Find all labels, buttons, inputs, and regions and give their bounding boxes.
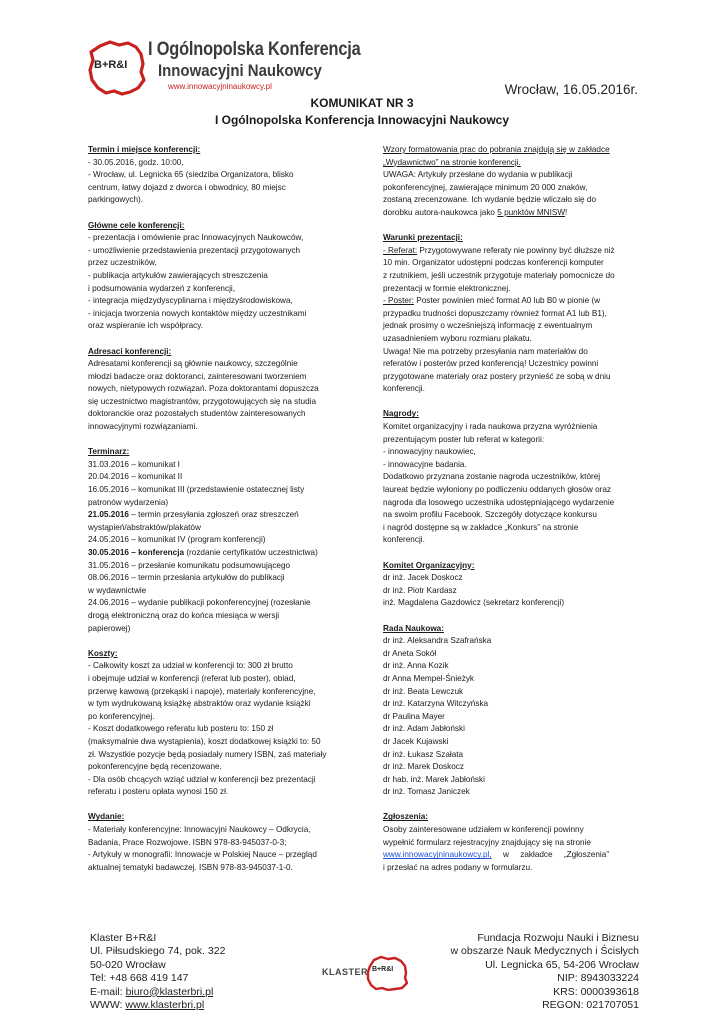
footer-www-line: [90, 999, 225, 1012]
text-line: [383, 849, 637, 862]
text-line: 31.05.2016 – przesłanie komunikatu podsumowującego: [88, 560, 291, 570]
poland-map-icon: [86, 38, 148, 98]
text-line: - prezentacja i omówienie prac Innowacyjnych Naukowców,: [88, 233, 304, 243]
section-nagrody: [383, 408, 637, 547]
text-line: uzasadnieniem wyboru rozmiaru plakatu.: [383, 333, 532, 343]
text-line: „Wydawnictwo” na stronie konferencji.: [383, 157, 521, 167]
text-line: [88, 547, 342, 560]
text-line: i podsumowania wydarzeń z konferencji,: [88, 283, 235, 293]
text-line: Osoby zainteresowane udziałem w konferencji powinny: [383, 825, 584, 835]
text-line: - Koszt dodatkowego referatu lub posteru to: 150 zł: [88, 724, 274, 734]
text-line: Adresatami konferencji są głównie naukowcy, szczególnie: [88, 359, 298, 369]
text-line: prezentacji w formie elektronicznej.: [383, 283, 511, 293]
person-name: inż. Magdalena Gazdowicz (sekretarz konferencji): [383, 598, 565, 608]
footer-line: KRS: 0000393618: [553, 985, 639, 998]
text-line: referatów i posterów przed konferencją! Uczestnicy powinni: [383, 359, 599, 369]
klaster-logo-text: KLASTER: [322, 967, 368, 977]
text-line: - umożliwienie przedstawienia prezentacji przygotowanych: [88, 245, 301, 255]
section-title: Adresaci konferencji:: [88, 346, 172, 356]
document-title: KOMUNIKAT NR 3: [310, 96, 414, 110]
text-line: jednak prosimy o wcześniejszą informację z ewentualnym: [383, 321, 593, 331]
bold-date: 21.05.2016: [88, 510, 129, 520]
section-wydanie: [88, 811, 342, 874]
person-name: dr inż. Piotr Kardasz: [383, 585, 457, 595]
text-line: referatu i posteru opłata wynosi 150 zł.: [88, 787, 229, 797]
section-title: Koszty:: [88, 648, 118, 658]
text-line: Komitet organizacyjny i rada naukowa przyzna wyróżnienia: [383, 422, 598, 432]
text-line: i przesłać na adres podany w formularzu.: [383, 862, 533, 872]
section-rada: [383, 623, 637, 799]
footer-line: Ul. Piłsudskiego 74, pok. 322: [90, 945, 226, 958]
text-line: zostaną zrecenzowane. Ich wydanie będzie wliczało się do: [383, 195, 596, 205]
text-line: nowych, nietypowych rozwiązań. Poza doktorantami dopuszcza: [88, 384, 319, 394]
conference-logo: [86, 38, 361, 102]
text-line: parkingowych).: [88, 195, 144, 205]
person-name: dr hab. inż. Marek Jabłoński: [383, 774, 485, 784]
text-line: aktualnej tematyki badawczej. ISBN 978-83-945037-1-0.: [88, 862, 293, 872]
section-title: Nagrody:: [383, 409, 419, 419]
text-line: pokonferencyjnej, zawierające minimum 20 000 znaków,: [383, 182, 588, 192]
left-column: [88, 144, 342, 887]
text-line: - integracja międzydyscyplinarna i międzyśrodowiskowa,: [88, 296, 293, 306]
footer-contact: [90, 932, 225, 1012]
text-line: drogą elektroniczną oraz do końca miesiąca w wersji: [88, 610, 280, 620]
section-title: Zgłoszenia:: [383, 812, 429, 822]
section-zgloszenia: [383, 811, 637, 874]
text-line: 10 min. Organizator udostępni podczas konferencji komputer: [383, 258, 604, 268]
klaster-logo: [322, 955, 414, 995]
footer-line: NIP: 8943033224: [557, 972, 639, 985]
section-title: Termin i miejsce konferencji:: [88, 145, 201, 154]
text-line: Dodatkowo przyznana zostanie nagroda uczestników, której: [383, 472, 601, 482]
www-link[interactable]: www.klasterbri.pl: [125, 999, 205, 1012]
person-name: dr Aneta Sokół: [383, 648, 437, 658]
footer-line: Fundacja Rozwoju Nauki i Biznesu: [477, 932, 639, 944]
footer-email-line: [90, 986, 225, 999]
email-link[interactable]: biuro@klasterbri.pl: [125, 985, 214, 998]
bold-date: 30.05.2016 – konferencja: [88, 548, 185, 557]
text-line: [383, 245, 637, 258]
text-line: UWAGA: Artykuły przesłane do wydania w publikacji: [383, 170, 573, 180]
text-line: pokonferencyjne będą recenzowane.: [88, 762, 222, 772]
section-title: Warunki prezentacji:: [383, 233, 463, 243]
text-line: konferencji.: [383, 535, 425, 545]
text-line: nagroda dla losowego uczestnika udostępniającego wydarzenie: [383, 497, 615, 507]
text-line: - 30.05.2016, godz. 10:00,: [88, 157, 184, 167]
text-line: - inicjacja tworzenia nowych kontaktów między uczestnikami: [88, 308, 307, 318]
text-line: [383, 295, 637, 308]
section-title: Wydanie:: [88, 812, 125, 822]
section-cele: [88, 220, 342, 333]
text-line: się uczestnictwo magistrantów, przygotowujących się na studia: [88, 396, 316, 406]
logo-title-line2: Innowacyjni Naukowcy: [158, 61, 322, 80]
text-line: - Materiały konferencyjne: Innowacyjni Naukowcy – Odkrycia,: [88, 825, 311, 835]
section-adresaci: [88, 346, 342, 434]
text-line: - Dla osób chcących wziąć udział w konferencji bez prezentacji: [88, 774, 316, 784]
text-line: (maksymalnie dwa wystąpienia), koszt dodatkowej książki to: 50: [88, 736, 321, 746]
text-line: - innowacyjny naukowiec,: [383, 447, 476, 457]
text-line: młodzi badacze oraz doktoranci, zainteresowani tworzeniem: [88, 371, 307, 381]
person-name: dr inż. Anna Kozik: [383, 661, 449, 671]
text-line: prezentującym poster lub referat w kategorii:: [383, 434, 545, 444]
text-line: - Wrocław, ul. Legnicka 65 (siedziba Organizatora, blisko: [88, 170, 294, 180]
section-warunki: [383, 232, 637, 396]
text-line: wypełnić formularz rejestracyjny znajdujący się na stronie: [383, 837, 591, 847]
footer-line: Klaster B+R&I: [90, 932, 157, 944]
document-date: Wrocław, 16.05.2016r.: [504, 82, 638, 97]
label-poster: - Poster:: [383, 296, 414, 306]
text-span: !: [565, 207, 568, 217]
section-wzory: [383, 144, 637, 220]
registration-link[interactable]: www.innowacyjninaukowcy.pl,: [383, 850, 492, 860]
section-title: Terminarz:: [88, 447, 130, 457]
text-line: patronów wydarzenia): [88, 497, 169, 507]
section-komitet: [383, 560, 637, 610]
text-line: [383, 207, 637, 220]
text-line: konferencji.: [383, 384, 425, 394]
www-label: WWW:: [90, 999, 126, 1012]
person-name: dr Anna Mempel-Śnieżyk: [383, 673, 475, 683]
right-column: [383, 144, 637, 887]
person-name: dr Jacek Kujawski: [383, 736, 449, 746]
text-line: doktoranckie oraz pozostałych studentów zainteresowanych: [88, 409, 306, 419]
document-subtitle: I Ogólnopolska Konferencja Innowacyjni Naukowcy: [214, 113, 510, 127]
logo-mark-text: B+R&I: [94, 59, 128, 71]
points-highlight: 5 punktów MNISW: [497, 207, 566, 217]
text-span: Poster powinien mieć format A0 lub B0 w pionie (w: [413, 296, 601, 306]
footer-foundation: [451, 932, 639, 1012]
text-line: i obejmuje udział w konferencji (referat lub poster), obiad,: [88, 673, 296, 683]
footer-line: REGON: 021707051: [542, 999, 639, 1012]
person-name: dr inż. Aleksandra Szafrańska: [383, 636, 492, 646]
text-line: przez uczestników,: [88, 258, 157, 268]
text-line: po konferencyjnej.: [88, 711, 155, 721]
text-line: przerwę kawową (przekąski i napoje), materiały konferencyjne,: [88, 686, 316, 696]
logo-title-line1: I Ogólnopolska Konferencja: [148, 39, 361, 60]
text-line: wystąpień/abstraktów/plakatów: [88, 522, 201, 532]
text-line: 08.06.2016 – termin przesłania artykułów do publikacji: [88, 573, 285, 583]
person-name: dr inż. Adam Jabłoński: [383, 724, 465, 734]
text-line: w wydawnictwie: [88, 585, 147, 595]
text-line: 24.06.2016 – wydanie publikacji pokonferencyjnej (rozesłanie: [88, 598, 311, 608]
person-name: dr inż. Jacek Doskocz: [383, 573, 463, 583]
text-line: centrum, łatwy dojazd z dworca i obwodnicy, 80 miejsc: [88, 182, 286, 192]
section-title: Główne cele konferencji:: [88, 220, 185, 230]
text-line: 20.04.2016 – komunikat II: [88, 472, 183, 482]
text-line: przypadku trudności dopuszczamy również format A1 lub B1),: [383, 308, 607, 318]
section-koszty: [88, 648, 342, 799]
text-line: Wzory formatowania prac do pobrania znajdują się w zakładce: [383, 145, 610, 154]
person-name: dr inż. Katarzyna Witczyńska: [383, 699, 489, 709]
text-span: (rozdanie certyfikatów uczestnictwa): [184, 548, 318, 557]
text-line: na swoim profilu Facebook. Szczegóły dotyczące konkursu: [383, 510, 597, 520]
logo-url: www.innowacyjninaukowcy.pl: [168, 82, 272, 91]
text-line: innowacyjnymi rozwiązaniami.: [88, 422, 198, 432]
text-line: Uwaga! Nie ma potrzeby przesyłania nam materiałów do: [383, 346, 588, 356]
text-line: - publikacja artykułów zawierających streszczenia: [88, 270, 268, 280]
person-name: dr Paulina Mayer: [383, 711, 445, 721]
text-span: Przygotowywane referaty nie powinny być dłuższe niż: [417, 245, 615, 255]
person-name: dr inż. Beata Lewczuk: [383, 686, 464, 696]
email-label: E-mail:: [90, 985, 126, 998]
klaster-logo-mark: B+R&I: [372, 966, 394, 973]
text-span: – termin przesyłania zgłoszeń oraz streszczeń: [128, 510, 299, 520]
text-line: - Całkowity koszt za udział w konferencji to: 300 zł brutto: [88, 661, 293, 671]
footer-line: Tel: +48 668 419 147: [90, 972, 189, 985]
text-line: [88, 509, 342, 522]
text-span: dorobku autora-naukowca jako: [383, 207, 498, 217]
poland-map-small-icon: [366, 955, 410, 991]
footer-line: Ul. Legnicka 65, 54-206 Wrocław: [485, 958, 639, 971]
person-name: dr inż. Tomasz Janiczek: [383, 787, 470, 797]
text-line: oraz wspieranie ich współpracy.: [88, 321, 203, 331]
text-line: zł. Wszystkie pozycje będą posiadały numery ISBN, zaś materiały: [88, 749, 327, 759]
section-terminarz: [88, 446, 342, 635]
text-span: w zakładce „Zgłoszenia”: [491, 850, 610, 860]
person-name: dr inż. Łukasz Szałata: [383, 749, 464, 759]
footer-line: w obszarze Nauk Medycznych i Ścisłych: [450, 945, 639, 958]
person-name: dr inż. Marek Doskocz: [383, 762, 464, 772]
text-line: laureat będzie wyłoniony po podliczeniu oddanych głosów oraz: [383, 485, 612, 495]
text-line: - innowacyjne badania.: [383, 459, 467, 469]
text-line: 31.03.2016 – komunikat I: [88, 459, 180, 469]
text-line: - Artykuły w monografii: Innowacje w Polskiej Nauce – przegląd: [88, 850, 317, 860]
section-title: Komitet Organizacyjny:: [383, 560, 475, 570]
text-line: w tym wydrukowaną książkę abstraktów oraz wydanie książki: [88, 699, 311, 709]
label-referat: - Referat:: [383, 245, 418, 255]
text-line: 16.05.2016 – komunikat III (przedstawienie ostatecznej listy: [88, 485, 305, 495]
text-line: z rzutnikiem, jeśli uczestnik przygotuje materiały pomocnicze do: [383, 270, 615, 280]
text-line: papierowej): [88, 623, 131, 633]
footer-line: 50-020 Wrocław: [90, 958, 166, 971]
section-title: Rada Naukowa:: [383, 623, 444, 633]
section-termin: [88, 144, 342, 207]
text-line: i nagród dostępne są w zakładce „Konkurs” na stronie: [383, 522, 579, 532]
text-line: przygotowane materiały oraz postery przynieść ze sobą w dniu: [383, 371, 611, 381]
text-line: 24.05.2016 – komunikat IV (program konferencji): [88, 535, 266, 545]
text-line: Badania, Prace Rozwojowe. ISBN 978-83-945037-0-3;: [88, 837, 287, 847]
